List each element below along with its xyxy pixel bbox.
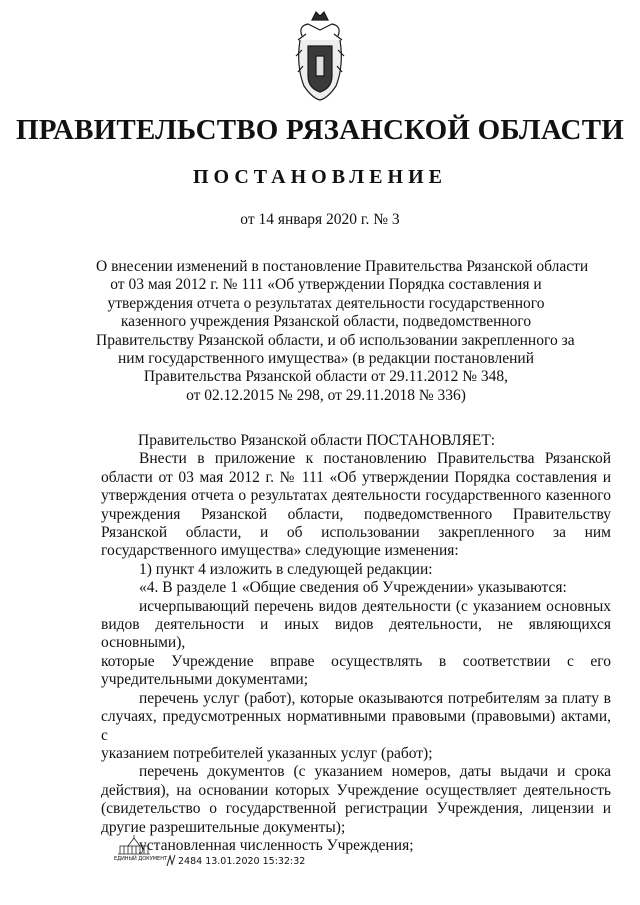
body-line: перечень услуг (работ), которые оказываются потребителям за плату в xyxy=(139,689,611,707)
handwritten-mark-icon xyxy=(166,854,176,868)
document-body xyxy=(101,432,611,855)
body-line: случаях, предусмотренных нормативными правовыми (правовыми) актами, с xyxy=(101,708,611,744)
subject-line: утверждения отчета о результатах деятельности государственного xyxy=(107,294,545,312)
subject-line: казенного учреждения Рязанской области, подведомственного xyxy=(120,313,532,331)
body-line: указанием потребителей указанных услуг (работ); xyxy=(101,744,433,762)
registration-number: 2484 13.01.2020 15:32:32 xyxy=(178,856,306,867)
document-type-heading: ПОСТАНОВЛЕНИЕ xyxy=(193,166,447,188)
body-line: действия), на основании которых Учреждение осуществляет деятельность xyxy=(101,781,611,799)
body-line: Внести в приложение к постановлению Правительства Рязанской xyxy=(139,450,611,468)
quote-start: «4. В разделе 1 «Общие сведения об Учреждении» указываются: xyxy=(139,579,567,597)
body-line: Рязанской области, и об использовании закрепленного за ним xyxy=(101,524,611,542)
body-line: утверждения отчета о результатах деятельности государственного казенного xyxy=(101,487,611,505)
body-line: исчерпывающий перечень видов деятельности (с указанием основных xyxy=(139,597,611,615)
document-date-number: от 14 января 2020 г. № 3 xyxy=(240,211,400,228)
item-1: 1) пункт 4 изложить в следующей редакции: xyxy=(139,560,433,578)
organization-title: ПРАВИТЕЛЬСТВО РЯЗАНСКОЙ ОБЛАСТИ xyxy=(16,114,624,146)
registration-footer xyxy=(114,834,414,874)
stamp-label: ЕДИНЫЙ ДОКУМЕНТ xyxy=(114,856,168,862)
body-line: учредительными документами; xyxy=(101,671,309,689)
body-line: государственного имущества» следующие изменения: xyxy=(101,542,459,560)
body-line: которые Учреждение вправе осуществлять в соответствии с его xyxy=(101,652,611,670)
body-line: учреждения Рязанской области, подведомственного Правительству xyxy=(101,505,611,523)
building-stamp-icon xyxy=(114,834,154,858)
subject-line: Правительства Рязанской области от 29.11.2012 № 348, xyxy=(143,368,509,386)
body-line: другие разрешительные документы); xyxy=(101,818,346,836)
body-line: области от 03 мая 2012 г. № 111 «Об утверждении Порядка составления и xyxy=(101,468,611,486)
body-line: (свидетельство о государственной регистрации Учреждения, лицензии и xyxy=(101,800,611,818)
coat-of-arms-emblem xyxy=(294,6,346,104)
document-subject xyxy=(96,258,589,405)
body-line: перечень документов (с указанием номеров, даты выдачи и срока xyxy=(139,763,611,781)
subject-line: О внесении изменений в постановление Правительства Рязанской области xyxy=(96,258,589,275)
resolution-lead: Правительство Рязанской области ПОСТАНОВЛЯЕТ: xyxy=(138,432,496,449)
subject-line: от 02.12.2015 № 298, от 29.11.2018 № 336) xyxy=(186,386,466,404)
body-line: видов деятельности и иных видов деятельности, не являющихся основными), xyxy=(101,616,611,652)
subject-line: Правительству Рязанской области, и об использовании закрепленного за xyxy=(96,331,575,349)
body-line: установленная численность Учреждения; xyxy=(139,836,414,854)
subject-line: ним государственного имущества» (в редакции постановлений xyxy=(117,350,535,368)
subject-line: от 03 мая 2012 г. № 111 «Об утверждении Порядка составления и xyxy=(110,276,542,294)
